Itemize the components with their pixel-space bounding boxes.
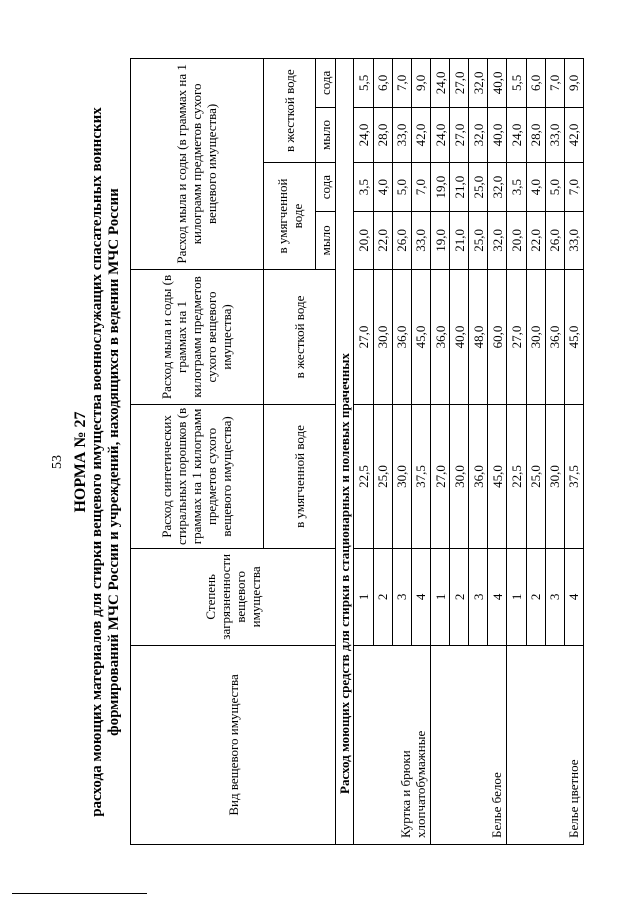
cell-soft-soda: 5,0 [545, 163, 564, 212]
cell-soft-soap: 33,0 [564, 211, 583, 269]
table-row [507, 59, 526, 845]
item-type-cell: Белье белое [430, 645, 507, 844]
cell-hard-soap: 27,0 [450, 107, 469, 163]
cell-powder-hard: 27,0 [354, 269, 373, 404]
cell-powder-soft: 30,0 [450, 405, 469, 549]
cell-powder-hard: 48,0 [469, 269, 488, 404]
rotated-page [50, 64, 585, 852]
cell-powder-hard: 30,0 [526, 269, 545, 404]
table-body [354, 59, 584, 845]
cell-powder-soft: 37,5 [564, 405, 583, 549]
cell-soft-soda: 3,5 [354, 163, 373, 212]
cell-degree: 1 [354, 548, 373, 645]
cell-hard-soda: 5,5 [354, 59, 373, 108]
header-soap-soda-grouped: Расход мыла и соды (в граммах на 1 килограмм предметов сухого вещевого имущества) [131, 269, 264, 404]
cell-hard-soap: 24,0 [430, 107, 449, 163]
cell-degree: 3 [469, 548, 488, 645]
cell-soft-soap: 21,0 [450, 211, 469, 269]
cell-soft-soda: 5,0 [392, 163, 411, 212]
cell-soft-soda: 4,0 [526, 163, 545, 212]
cell-degree: 3 [545, 548, 564, 645]
cell-powder-soft: 30,0 [392, 405, 411, 549]
cell-soft-soda: 21,0 [450, 163, 469, 212]
cell-degree: 4 [488, 548, 507, 645]
cell-powder-soft: 22,5 [507, 405, 526, 549]
footnote-rule [0, 893, 640, 894]
cell-powder-soft: 37,5 [411, 405, 430, 549]
cell-powder-hard: 40,0 [450, 269, 469, 404]
cell-soft-soap: 26,0 [392, 211, 411, 269]
cell-powder-soft: 22,5 [354, 405, 373, 549]
cell-degree: 2 [526, 548, 545, 645]
cell-hard-soap: 28,0 [373, 107, 392, 163]
page-number: 53 [50, 455, 65, 469]
table-row [430, 59, 449, 845]
cell-degree: 3 [392, 548, 411, 645]
header-powder-hard: в жесткой воде [263, 269, 335, 404]
cell-powder-hard: 36,0 [430, 269, 449, 404]
cell-soft-soap: 22,0 [526, 211, 545, 269]
cell-powder-soft: 30,0 [545, 405, 564, 549]
header-powder: Расход синтетических стиральных порошков (в граммах на 1 килограмм предметов сухого вещевого имущества) [131, 405, 264, 549]
cell-soft-soda: 4,0 [373, 163, 392, 212]
cell-powder-hard: 45,0 [564, 269, 583, 404]
cell-hard-soap: 40,0 [488, 107, 507, 163]
cell-powder-hard: 36,0 [392, 269, 411, 404]
cell-hard-soda: 27,0 [450, 59, 469, 108]
header-hard-soda: сода [316, 59, 336, 108]
cell-powder-hard: 60,0 [488, 269, 507, 404]
cell-powder-soft: 45,0 [488, 405, 507, 549]
cell-hard-soda: 5,5 [507, 59, 526, 108]
cell-hard-soap: 32,0 [469, 107, 488, 163]
cell-powder-soft: 36,0 [469, 405, 488, 549]
header-hard-soap: мыло [316, 107, 336, 163]
cell-soft-soap: 25,0 [469, 211, 488, 269]
cell-hard-soap: 33,0 [392, 107, 411, 163]
header-soft-soda: сода [316, 163, 336, 212]
header-item-type: Вид вещевого имущества [131, 645, 336, 844]
cell-degree: 2 [373, 548, 392, 645]
cell-soft-soap: 19,0 [430, 211, 449, 269]
cell-degree: 4 [411, 548, 430, 645]
cell-powder-soft: 25,0 [373, 405, 392, 549]
cell-hard-soap: 42,0 [564, 107, 583, 163]
cell-hard-soda: 6,0 [373, 59, 392, 108]
title-line-1: НОРМА № 27 [72, 411, 89, 513]
cell-powder-hard: 27,0 [507, 269, 526, 404]
cell-hard-soda: 24,0 [430, 59, 449, 108]
document-title [72, 72, 123, 852]
cell-soft-soap: 32,0 [488, 211, 507, 269]
cell-hard-soap: 33,0 [545, 107, 564, 163]
header-hard-water: в жесткой воде [263, 59, 315, 163]
cell-powder-soft: 27,0 [430, 405, 449, 549]
section-title: Расход моющих средств для стирки в стационарных и полевых прачечных [336, 59, 354, 845]
item-type-cell: Куртка и брюки хлопчатобумажные [354, 645, 431, 844]
cell-hard-soap: 28,0 [526, 107, 545, 163]
cell-hard-soda: 32,0 [469, 59, 488, 108]
cell-degree: 1 [430, 548, 449, 645]
cell-powder-hard: 45,0 [411, 269, 430, 404]
cell-soft-soda: 7,0 [411, 163, 430, 212]
header-soft-soap: мыло [316, 211, 336, 269]
table-row [354, 59, 373, 845]
cell-powder-hard: 36,0 [545, 269, 564, 404]
cell-hard-soda: 7,0 [392, 59, 411, 108]
cell-soft-soda: 19,0 [430, 163, 449, 212]
cell-hard-soap: 24,0 [507, 107, 526, 163]
cell-hard-soap: 24,0 [354, 107, 373, 163]
cell-soft-soda: 25,0 [469, 163, 488, 212]
cell-powder-soft: 25,0 [526, 405, 545, 549]
cell-soft-soap: 22,0 [373, 211, 392, 269]
cell-hard-soda: 9,0 [564, 59, 583, 108]
header-contamination: Степень загрязненности вещевого имущества [131, 548, 336, 645]
header-soft-water: в умягченной воде [263, 163, 315, 269]
cell-degree: 4 [564, 548, 583, 645]
title-line-2: расхода моющих материалов для стирки вещевого имущества военнослужащих спасательных воинских [89, 107, 105, 817]
cell-soft-soda: 7,0 [564, 163, 583, 212]
cell-soft-soap: 20,0 [507, 211, 526, 269]
cell-soft-soap: 20,0 [354, 211, 373, 269]
cell-degree: 2 [450, 548, 469, 645]
cell-soft-soda: 3,5 [507, 163, 526, 212]
cell-hard-soap: 42,0 [411, 107, 430, 163]
cell-hard-soda: 40,0 [488, 59, 507, 108]
item-type-cell: Белье цветное [507, 645, 584, 844]
cell-hard-soda: 9,0 [411, 59, 430, 108]
cell-soft-soda: 32,0 [488, 163, 507, 212]
header-powder-soft: в умягченной воде [263, 405, 335, 549]
cell-powder-hard: 30,0 [373, 269, 392, 404]
title-line-3: формирований МЧС России и учреждений, находящихся в ведении МЧС России [106, 188, 122, 736]
norm-table [130, 58, 584, 845]
cell-soft-soap: 26,0 [545, 211, 564, 269]
header-soap-soda: Расход мыла и соды (в граммах на 1 килограмм предметов сухого вещевого имущества) [131, 59, 264, 270]
cell-hard-soda: 7,0 [545, 59, 564, 108]
cell-hard-soda: 6,0 [526, 59, 545, 108]
cell-soft-soap: 33,0 [411, 211, 430, 269]
cell-degree: 1 [507, 548, 526, 645]
